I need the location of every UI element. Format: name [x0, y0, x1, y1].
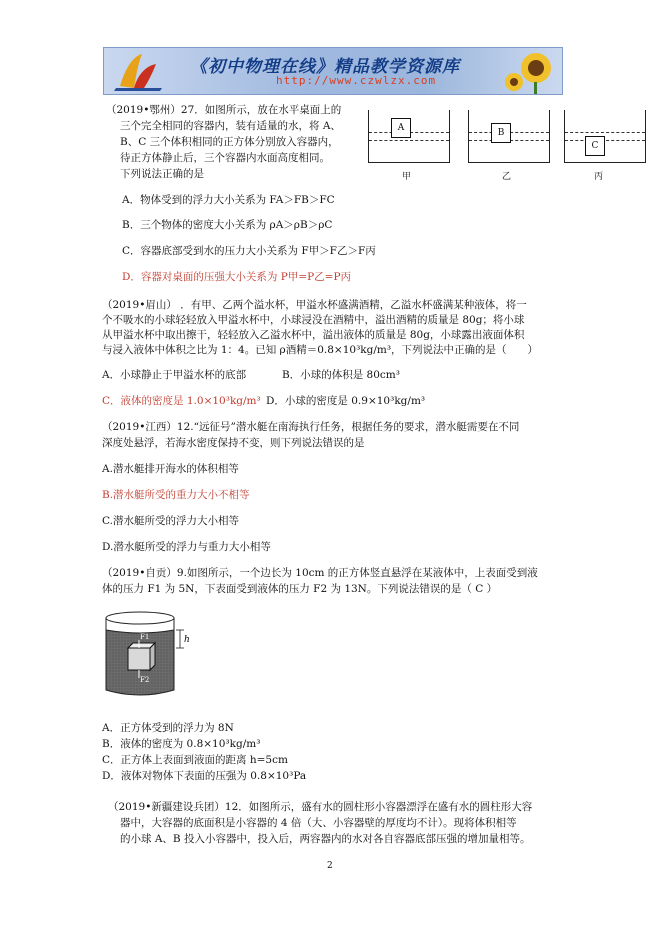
f1-label: F1 [140, 633, 150, 641]
banner-title: 《初中物理在线》精品教学资源库 [190, 57, 460, 77]
q4-option-d: D．液体对物体下表面的压强为 0.8×10³Pa [102, 770, 307, 782]
q4-option-c: C．正方体上表面到液面的距离 h=5cm [102, 754, 288, 766]
cube [128, 648, 150, 670]
container-jia [368, 110, 450, 163]
q1-figure [368, 110, 644, 188]
container-bing [564, 110, 646, 163]
q1-option-d-answer: D．容器对桌面的压强大小关系为 P甲=P乙=P丙 [122, 271, 352, 283]
cube-a: A [391, 118, 411, 138]
q3-option-d: D.潜水艇所受的浮力与重力大小相等 [102, 541, 271, 553]
logo-icon [104, 48, 184, 94]
q1-line-1: （2019•鄂州）27．如图所示，放在水平桌面上的 [106, 104, 342, 116]
q2-option-c-answer: C．液体的密度是 1.0×10³kg/m³ [102, 395, 261, 407]
q3-line-2: 深度处悬浮，若海水密度保持不变，则下列说法错误的是 [102, 437, 365, 449]
h-label: h [184, 635, 190, 645]
q3-option-b-answer: B.潜水艇所受的重力大小不相等 [102, 489, 250, 501]
q1-option-b: B．三个物体的密度大小关系为 ρA＞ρB＞ρC [122, 219, 333, 231]
q2-option-d: D．小球的密度是 0.9×10³kg/m³ [266, 395, 426, 407]
cube-b: B [491, 123, 511, 143]
f2-label: F2 [140, 676, 150, 684]
q5-line-2: 器中，大容器的底面积是小容器的 4 倍（大、小容器壁的厚度均不计）。现将体积相等 [120, 817, 517, 829]
caption-bing: 丙 [594, 172, 604, 182]
sunflower-icon [502, 48, 562, 94]
q4-figure [100, 604, 195, 704]
q4-option-b: B．液体的密度为 0.8×10³kg/m³ [102, 738, 261, 750]
q1-line-3: B、C 三个体积相同的正方体分别放入容器内， [120, 136, 339, 148]
cube-c: C [585, 136, 605, 156]
q5-line-3: 的小球 A、B 投入小容器中，投入后，两容器内的水对各自容器底部压强的增加量相等。 [120, 833, 531, 845]
caption-jia: 甲 [402, 172, 412, 182]
q2-line-2: 个不吸水的小球轻轻放入甲溢水杯中，小球浸没在酒精中，溢出酒精的质量是 80g；将小球 [102, 314, 525, 326]
q2-option-a: A．小球静止于甲溢水杯的底部 [102, 369, 247, 381]
beaker-rim [106, 612, 174, 624]
q2-option-b: B．小球的体积是 80cm³ [282, 369, 400, 381]
q1-line-2: 三个完全相同的容器内，装有适量的水，将 A、 [120, 120, 341, 132]
q1-option-c: C．容器底部受到水的压力大小关系为 F甲＞F乙＞F丙 [122, 245, 376, 257]
caption-yi: 乙 [502, 172, 512, 182]
q1-option-a: A．物体受到的浮力大小关系为 FA＞FB＞FC [122, 194, 335, 206]
page-number: 2 [327, 861, 333, 871]
q5-line-1: （2019•新疆建设兵团）12．如图所示，盛有水的圆柱形小容器漂浮在盛有水的圆柱形大容 [108, 801, 533, 813]
q2-line-4: 与浸入液体中体积之比为 1：4。已知 ρ酒精＝0.8×10³kg/m³，下列说法中正确的是（ ） [102, 344, 539, 356]
q2-line-3: 从甲溢水杯中取出擦干，轻轻放入乙溢水杯中，溢出液体的质量是 80g，小球露出液面体积 [102, 329, 525, 341]
q4-option-a: A．正方体受到的浮力为 8N [102, 722, 234, 734]
container-yi [468, 110, 550, 163]
q3-option-c: C.潜水艇所受的浮力大小相等 [102, 515, 239, 527]
q1-line-5: 下列说法正确的是 [120, 168, 204, 180]
q3-line-1: （2019•江西）12.“远征号”潜水艇在南海执行任务，根据任务的要求，潜水艇需要在不同 [102, 421, 520, 433]
q4-line-1: （2019•自贡）9.如图所示，一个边长为 10cm 的正方体竖直悬浮在某液体中，上表面受到液 [102, 567, 538, 579]
banner-url: http://www.czwlzx.com [276, 74, 437, 87]
q1-line-4: 待正方体静止后，三个容器内水面高度相同。 [120, 152, 330, 164]
q3-option-a: A.潜水艇排开海水的体积相等 [102, 463, 239, 475]
q4-line-2: 体的压力 F1 为 5N，下表面受到液体的压力 F2 为 13N。下列说法错误的是（ C ） [102, 583, 498, 595]
header-banner [103, 47, 563, 95]
q2-line-1: （2019•眉山） ．有甲、乙两个溢水杯，甲溢水杯盛满酒精，乙溢水杯盛满某种液体，将一 [102, 299, 527, 311]
